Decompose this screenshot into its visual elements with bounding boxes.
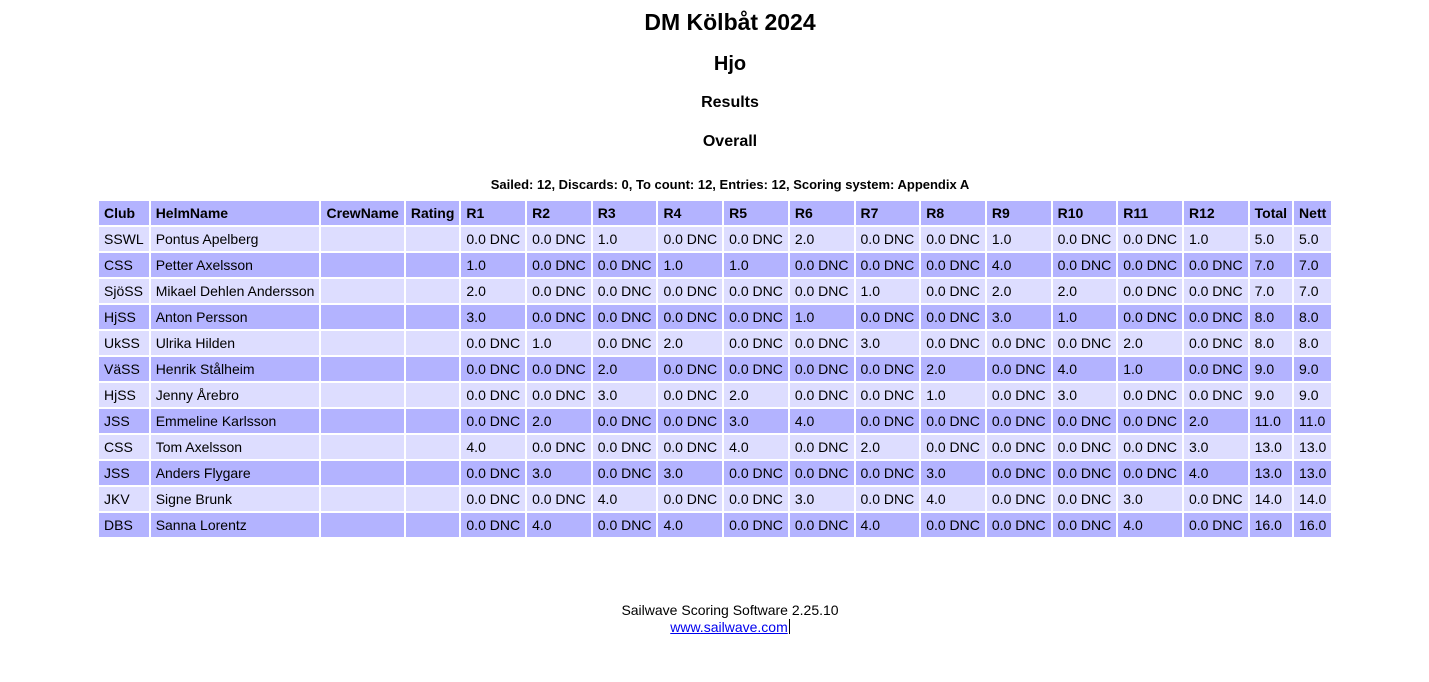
cell-r2: 0.0 DNC bbox=[527, 253, 591, 277]
cell-total: 14.0 bbox=[1250, 487, 1292, 511]
cell-r3: 3.0 bbox=[593, 383, 657, 407]
cell-club: CSS bbox=[99, 253, 149, 277]
cell-club: JSS bbox=[99, 409, 149, 433]
cell-helm-name: Mikael Dehlen Andersson bbox=[151, 279, 320, 303]
column-header-club: Club bbox=[99, 201, 149, 225]
cell-r6: 1.0 bbox=[790, 305, 854, 329]
cell-rating bbox=[406, 227, 460, 251]
cell-r10: 1.0 bbox=[1053, 305, 1117, 329]
cell-r2: 0.0 DNC bbox=[527, 383, 591, 407]
cell-r10: 0.0 DNC bbox=[1053, 435, 1117, 459]
cell-total: 7.0 bbox=[1250, 279, 1292, 303]
event-title: DM Kölbåt 2024 bbox=[644, 9, 816, 35]
cell-r2: 0.0 DNC bbox=[527, 305, 591, 329]
cell-rating bbox=[406, 383, 460, 407]
cell-r7: 0.0 DNC bbox=[856, 487, 920, 511]
cell-r1: 0.0 DNC bbox=[461, 461, 525, 485]
column-header-r8: R8 bbox=[921, 201, 985, 225]
cell-r11: 1.0 bbox=[1118, 357, 1182, 381]
cell-rating bbox=[406, 513, 460, 537]
cell-r7: 0.0 DNC bbox=[856, 461, 920, 485]
cell-nett: 16.0 bbox=[1294, 513, 1331, 537]
cell-crew-name bbox=[321, 279, 403, 303]
cell-club: DBS bbox=[99, 513, 149, 537]
text-cursor bbox=[789, 619, 790, 634]
cell-r9: 0.0 DNC bbox=[987, 513, 1051, 537]
cell-crew-name bbox=[321, 253, 403, 277]
cell-r7: 0.0 DNC bbox=[856, 305, 920, 329]
cell-rating bbox=[406, 331, 460, 355]
cell-r2: 0.0 DNC bbox=[527, 357, 591, 381]
cell-rating bbox=[406, 253, 460, 277]
cell-rating bbox=[406, 461, 460, 485]
cell-crew-name bbox=[321, 383, 403, 407]
cell-nett: 13.0 bbox=[1294, 435, 1331, 459]
cell-r12: 0.0 DNC bbox=[1184, 331, 1248, 355]
cell-helm-name: Henrik Stålheim bbox=[151, 357, 320, 381]
cell-r2: 0.0 DNC bbox=[527, 487, 591, 511]
cell-r6: 4.0 bbox=[790, 409, 854, 433]
cell-r1: 0.0 DNC bbox=[461, 409, 525, 433]
cell-r3: 0.0 DNC bbox=[593, 409, 657, 433]
event-venue: Hjo bbox=[713, 53, 747, 75]
cell-r6: 0.0 DNC bbox=[790, 383, 854, 407]
cell-nett: 7.0 bbox=[1294, 253, 1331, 277]
cell-r1: 4.0 bbox=[461, 435, 525, 459]
cell-r4: 0.0 DNC bbox=[658, 279, 722, 303]
table-row bbox=[99, 487, 1331, 511]
cell-total: 11.0 bbox=[1250, 409, 1292, 433]
cell-total: 5.0 bbox=[1250, 227, 1292, 251]
cell-r3: 0.0 DNC bbox=[593, 279, 657, 303]
cell-r5: 0.0 DNC bbox=[724, 513, 788, 537]
cell-nett: 14.0 bbox=[1294, 487, 1331, 511]
cell-rating bbox=[406, 279, 460, 303]
cell-r6: 0.0 DNC bbox=[790, 435, 854, 459]
cell-r8: 0.0 DNC bbox=[921, 435, 985, 459]
cell-rating bbox=[406, 305, 460, 329]
cell-r5: 2.0 bbox=[724, 383, 788, 407]
cell-r6: 0.0 DNC bbox=[790, 513, 854, 537]
cell-r7: 4.0 bbox=[856, 513, 920, 537]
column-header-r7: R7 bbox=[856, 201, 920, 225]
cell-r4: 2.0 bbox=[658, 331, 722, 355]
table-row bbox=[99, 253, 1331, 277]
table-row bbox=[99, 383, 1331, 407]
cell-r1: 0.0 DNC bbox=[461, 227, 525, 251]
cell-r7: 3.0 bbox=[856, 331, 920, 355]
cell-r2: 0.0 DNC bbox=[527, 279, 591, 303]
table-row bbox=[99, 227, 1331, 251]
cell-r12: 0.0 DNC bbox=[1184, 513, 1248, 537]
cell-r1: 0.0 DNC bbox=[461, 331, 525, 355]
cell-helm-name: Emmeline Karlsson bbox=[151, 409, 320, 433]
cell-r9: 0.0 DNC bbox=[987, 409, 1051, 433]
cell-r11: 0.0 DNC bbox=[1118, 279, 1182, 303]
cell-r3: 0.0 DNC bbox=[593, 461, 657, 485]
cell-r10: 3.0 bbox=[1053, 383, 1117, 407]
results-table bbox=[97, 199, 1333, 539]
software-credit: Sailwave Scoring Software 2.25.10 bbox=[621, 602, 839, 618]
cell-r7: 0.0 DNC bbox=[856, 409, 920, 433]
header-row bbox=[99, 201, 1331, 225]
cell-r12: 0.0 DNC bbox=[1184, 305, 1248, 329]
cell-r2: 2.0 bbox=[527, 409, 591, 433]
cell-nett: 7.0 bbox=[1294, 279, 1331, 303]
cell-r4: 0.0 DNC bbox=[658, 227, 722, 251]
cell-r3: 4.0 bbox=[593, 487, 657, 511]
cell-r5: 0.0 DNC bbox=[724, 227, 788, 251]
cell-r8: 0.0 DNC bbox=[921, 253, 985, 277]
cell-total: 13.0 bbox=[1250, 461, 1292, 485]
cell-helm-name: Jenny Årebro bbox=[151, 383, 320, 407]
cell-total: 8.0 bbox=[1250, 305, 1292, 329]
cell-r12: 0.0 DNC bbox=[1184, 253, 1248, 277]
cell-r11: 0.0 DNC bbox=[1118, 383, 1182, 407]
cell-r5: 0.0 DNC bbox=[724, 279, 788, 303]
cell-r4: 4.0 bbox=[658, 513, 722, 537]
cell-r10: 0.0 DNC bbox=[1053, 487, 1117, 511]
cell-crew-name bbox=[321, 487, 403, 511]
cell-r12: 1.0 bbox=[1184, 227, 1248, 251]
cell-helm-name: Anders Flygare bbox=[151, 461, 320, 485]
cell-r3: 0.0 DNC bbox=[593, 435, 657, 459]
cell-crew-name bbox=[321, 435, 403, 459]
cell-r10: 0.0 DNC bbox=[1053, 253, 1117, 277]
cell-total: 9.0 bbox=[1250, 357, 1292, 381]
cell-r7: 1.0 bbox=[856, 279, 920, 303]
section-heading: Results bbox=[701, 94, 759, 111]
cell-r7: 0.0 DNC bbox=[856, 253, 920, 277]
cell-helm-name: Signe Brunk bbox=[151, 487, 320, 511]
sailwave-link[interactable]: www.sailwave.com bbox=[670, 619, 788, 635]
cell-nett: 8.0 bbox=[1294, 331, 1331, 355]
cell-r12: 2.0 bbox=[1184, 409, 1248, 433]
cell-r4: 0.0 DNC bbox=[658, 409, 722, 433]
cell-crew-name bbox=[321, 305, 403, 329]
cell-r10: 0.0 DNC bbox=[1053, 461, 1117, 485]
cell-club: JKV bbox=[99, 487, 149, 511]
cell-r1: 0.0 DNC bbox=[461, 383, 525, 407]
footer bbox=[0, 602, 1429, 636]
cell-r6: 0.0 DNC bbox=[790, 253, 854, 277]
cell-r9: 0.0 DNC bbox=[987, 331, 1051, 355]
cell-r5: 0.0 DNC bbox=[724, 461, 788, 485]
column-header-r6: R6 bbox=[790, 201, 854, 225]
cell-r12: 0.0 DNC bbox=[1184, 279, 1248, 303]
cell-club: VäSS bbox=[99, 357, 149, 381]
cell-r1: 3.0 bbox=[461, 305, 525, 329]
cell-r12: 0.0 DNC bbox=[1184, 487, 1248, 511]
cell-crew-name bbox=[321, 357, 403, 381]
cell-nett: 9.0 bbox=[1294, 383, 1331, 407]
cell-r6: 0.0 DNC bbox=[790, 331, 854, 355]
cell-r4: 3.0 bbox=[658, 461, 722, 485]
cell-r12: 0.0 DNC bbox=[1184, 357, 1248, 381]
cell-r1: 1.0 bbox=[461, 253, 525, 277]
cell-club: HjSS bbox=[99, 383, 149, 407]
cell-r3: 0.0 DNC bbox=[593, 305, 657, 329]
group-heading: Overall bbox=[702, 133, 758, 150]
cell-r9: 0.0 DNC bbox=[987, 357, 1051, 381]
cell-r6: 0.0 DNC bbox=[790, 357, 854, 381]
cell-r2: 0.0 DNC bbox=[527, 435, 591, 459]
cell-r8: 0.0 DNC bbox=[921, 409, 985, 433]
cell-r5: 4.0 bbox=[724, 435, 788, 459]
table-row bbox=[99, 409, 1331, 433]
cell-helm-name: Anton Persson bbox=[151, 305, 320, 329]
column-header-helmname: HelmName bbox=[151, 201, 320, 225]
cell-r9: 0.0 DNC bbox=[987, 383, 1051, 407]
cell-helm-name: Ulrika Hilden bbox=[151, 331, 320, 355]
column-header-rating: Rating bbox=[406, 201, 460, 225]
column-header-nett: Nett bbox=[1294, 201, 1331, 225]
column-header-total: Total bbox=[1250, 201, 1292, 225]
cell-r6: 3.0 bbox=[790, 487, 854, 511]
cell-club: HjSS bbox=[99, 305, 149, 329]
column-header-r10: R10 bbox=[1053, 201, 1117, 225]
cell-r10: 2.0 bbox=[1053, 279, 1117, 303]
cell-r9: 4.0 bbox=[987, 253, 1051, 277]
cell-r4: 1.0 bbox=[658, 253, 722, 277]
table-row bbox=[99, 461, 1331, 485]
column-header-r3: R3 bbox=[593, 201, 657, 225]
cell-r1: 2.0 bbox=[461, 279, 525, 303]
cell-r2: 1.0 bbox=[527, 331, 591, 355]
cell-r3: 0.0 DNC bbox=[593, 513, 657, 537]
cell-rating bbox=[406, 357, 460, 381]
cell-r11: 0.0 DNC bbox=[1118, 253, 1182, 277]
cell-total: 8.0 bbox=[1250, 331, 1292, 355]
cell-r5: 0.0 DNC bbox=[724, 487, 788, 511]
cell-helm-name: Pontus Apelberg bbox=[151, 227, 320, 251]
cell-crew-name bbox=[321, 513, 403, 537]
cell-r1: 0.0 DNC bbox=[461, 357, 525, 381]
cell-r2: 3.0 bbox=[527, 461, 591, 485]
cell-nett: 11.0 bbox=[1294, 409, 1331, 433]
table-row bbox=[99, 279, 1331, 303]
cell-r9: 0.0 DNC bbox=[987, 487, 1051, 511]
cell-total: 16.0 bbox=[1250, 513, 1292, 537]
cell-r3: 2.0 bbox=[593, 357, 657, 381]
cell-nett: 13.0 bbox=[1294, 461, 1331, 485]
cell-r9: 0.0 DNC bbox=[987, 461, 1051, 485]
cell-club: UkSS bbox=[99, 331, 149, 355]
cell-nett: 9.0 bbox=[1294, 357, 1331, 381]
cell-r11: 0.0 DNC bbox=[1118, 409, 1182, 433]
cell-r8: 3.0 bbox=[921, 461, 985, 485]
cell-r2: 0.0 DNC bbox=[527, 227, 591, 251]
cell-crew-name bbox=[321, 409, 403, 433]
cell-r12: 3.0 bbox=[1184, 435, 1248, 459]
cell-helm-name: Sanna Lorentz bbox=[151, 513, 320, 537]
cell-rating bbox=[406, 435, 460, 459]
column-header-crewname: CrewName bbox=[321, 201, 403, 225]
cell-r8: 4.0 bbox=[921, 487, 985, 511]
cell-crew-name bbox=[321, 227, 403, 251]
cell-r6: 0.0 DNC bbox=[790, 279, 854, 303]
cell-r4: 0.0 DNC bbox=[658, 487, 722, 511]
cell-r9: 2.0 bbox=[987, 279, 1051, 303]
column-header-r4: R4 bbox=[658, 201, 722, 225]
column-header-r11: R11 bbox=[1118, 201, 1182, 225]
cell-helm-name: Tom Axelsson bbox=[151, 435, 320, 459]
cell-r4: 0.0 DNC bbox=[658, 435, 722, 459]
cell-helm-name: Petter Axelsson bbox=[151, 253, 320, 277]
cell-r6: 2.0 bbox=[790, 227, 854, 251]
cell-r3: 0.0 DNC bbox=[593, 253, 657, 277]
cell-r8: 1.0 bbox=[921, 383, 985, 407]
table-row bbox=[99, 435, 1331, 459]
cell-r11: 4.0 bbox=[1118, 513, 1182, 537]
cell-r5: 3.0 bbox=[724, 409, 788, 433]
cell-club: JSS bbox=[99, 461, 149, 485]
cell-r11: 3.0 bbox=[1118, 487, 1182, 511]
column-header-r5: R5 bbox=[724, 201, 788, 225]
cell-r12: 0.0 DNC bbox=[1184, 383, 1248, 407]
table-row bbox=[99, 305, 1331, 329]
cell-r7: 0.0 DNC bbox=[856, 357, 920, 381]
cell-r11: 0.0 DNC bbox=[1118, 461, 1182, 485]
cell-r7: 0.0 DNC bbox=[856, 383, 920, 407]
cell-r5: 0.0 DNC bbox=[724, 305, 788, 329]
cell-r9: 1.0 bbox=[987, 227, 1051, 251]
series-summary: Sailed: 12, Discards: 0, To count: 12, Entries: 12, Scoring system: Appendix A bbox=[490, 177, 970, 192]
cell-r4: 0.0 DNC bbox=[658, 383, 722, 407]
column-header-r12: R12 bbox=[1184, 201, 1248, 225]
cell-r10: 0.0 DNC bbox=[1053, 513, 1117, 537]
cell-total: 7.0 bbox=[1250, 253, 1292, 277]
cell-r10: 4.0 bbox=[1053, 357, 1117, 381]
column-header-r9: R9 bbox=[987, 201, 1051, 225]
cell-r6: 0.0 DNC bbox=[790, 461, 854, 485]
cell-club: SSWL bbox=[99, 227, 149, 251]
cell-r3: 0.0 DNC bbox=[593, 331, 657, 355]
cell-r12: 4.0 bbox=[1184, 461, 1248, 485]
cell-club: CSS bbox=[99, 435, 149, 459]
cell-rating bbox=[406, 487, 460, 511]
cell-r5: 1.0 bbox=[724, 253, 788, 277]
cell-r4: 0.0 DNC bbox=[658, 357, 722, 381]
cell-r11: 2.0 bbox=[1118, 331, 1182, 355]
cell-r11: 0.0 DNC bbox=[1118, 305, 1182, 329]
cell-r10: 0.0 DNC bbox=[1053, 227, 1117, 251]
cell-r3: 1.0 bbox=[593, 227, 657, 251]
results-body bbox=[99, 227, 1331, 537]
column-header-r2: R2 bbox=[527, 201, 591, 225]
cell-r5: 0.0 DNC bbox=[724, 357, 788, 381]
cell-nett: 8.0 bbox=[1294, 305, 1331, 329]
cell-r9: 3.0 bbox=[987, 305, 1051, 329]
cell-crew-name bbox=[321, 461, 403, 485]
cell-r11: 0.0 DNC bbox=[1118, 227, 1182, 251]
cell-r1: 0.0 DNC bbox=[461, 513, 525, 537]
cell-r8: 0.0 DNC bbox=[921, 279, 985, 303]
cell-r8: 2.0 bbox=[921, 357, 985, 381]
table-row bbox=[99, 357, 1331, 381]
cell-r10: 0.0 DNC bbox=[1053, 409, 1117, 433]
cell-r5: 0.0 DNC bbox=[724, 331, 788, 355]
cell-r10: 0.0 DNC bbox=[1053, 331, 1117, 355]
cell-total: 9.0 bbox=[1250, 383, 1292, 407]
cell-total: 13.0 bbox=[1250, 435, 1292, 459]
cell-r11: 0.0 DNC bbox=[1118, 435, 1182, 459]
cell-nett: 5.0 bbox=[1294, 227, 1331, 251]
cell-r8: 0.0 DNC bbox=[921, 227, 985, 251]
cell-r1: 0.0 DNC bbox=[461, 487, 525, 511]
cell-r7: 2.0 bbox=[856, 435, 920, 459]
cell-r4: 0.0 DNC bbox=[658, 305, 722, 329]
column-header-r1: R1 bbox=[461, 201, 525, 225]
cell-r7: 0.0 DNC bbox=[856, 227, 920, 251]
cell-r2: 4.0 bbox=[527, 513, 591, 537]
cell-rating bbox=[406, 409, 460, 433]
cell-r9: 0.0 DNC bbox=[987, 435, 1051, 459]
cell-r8: 0.0 DNC bbox=[921, 305, 985, 329]
cell-club: SjöSS bbox=[99, 279, 149, 303]
table-row bbox=[99, 331, 1331, 355]
cell-r8: 0.0 DNC bbox=[921, 513, 985, 537]
cell-crew-name bbox=[321, 331, 403, 355]
cell-r8: 0.0 DNC bbox=[921, 331, 985, 355]
table-row bbox=[99, 513, 1331, 537]
